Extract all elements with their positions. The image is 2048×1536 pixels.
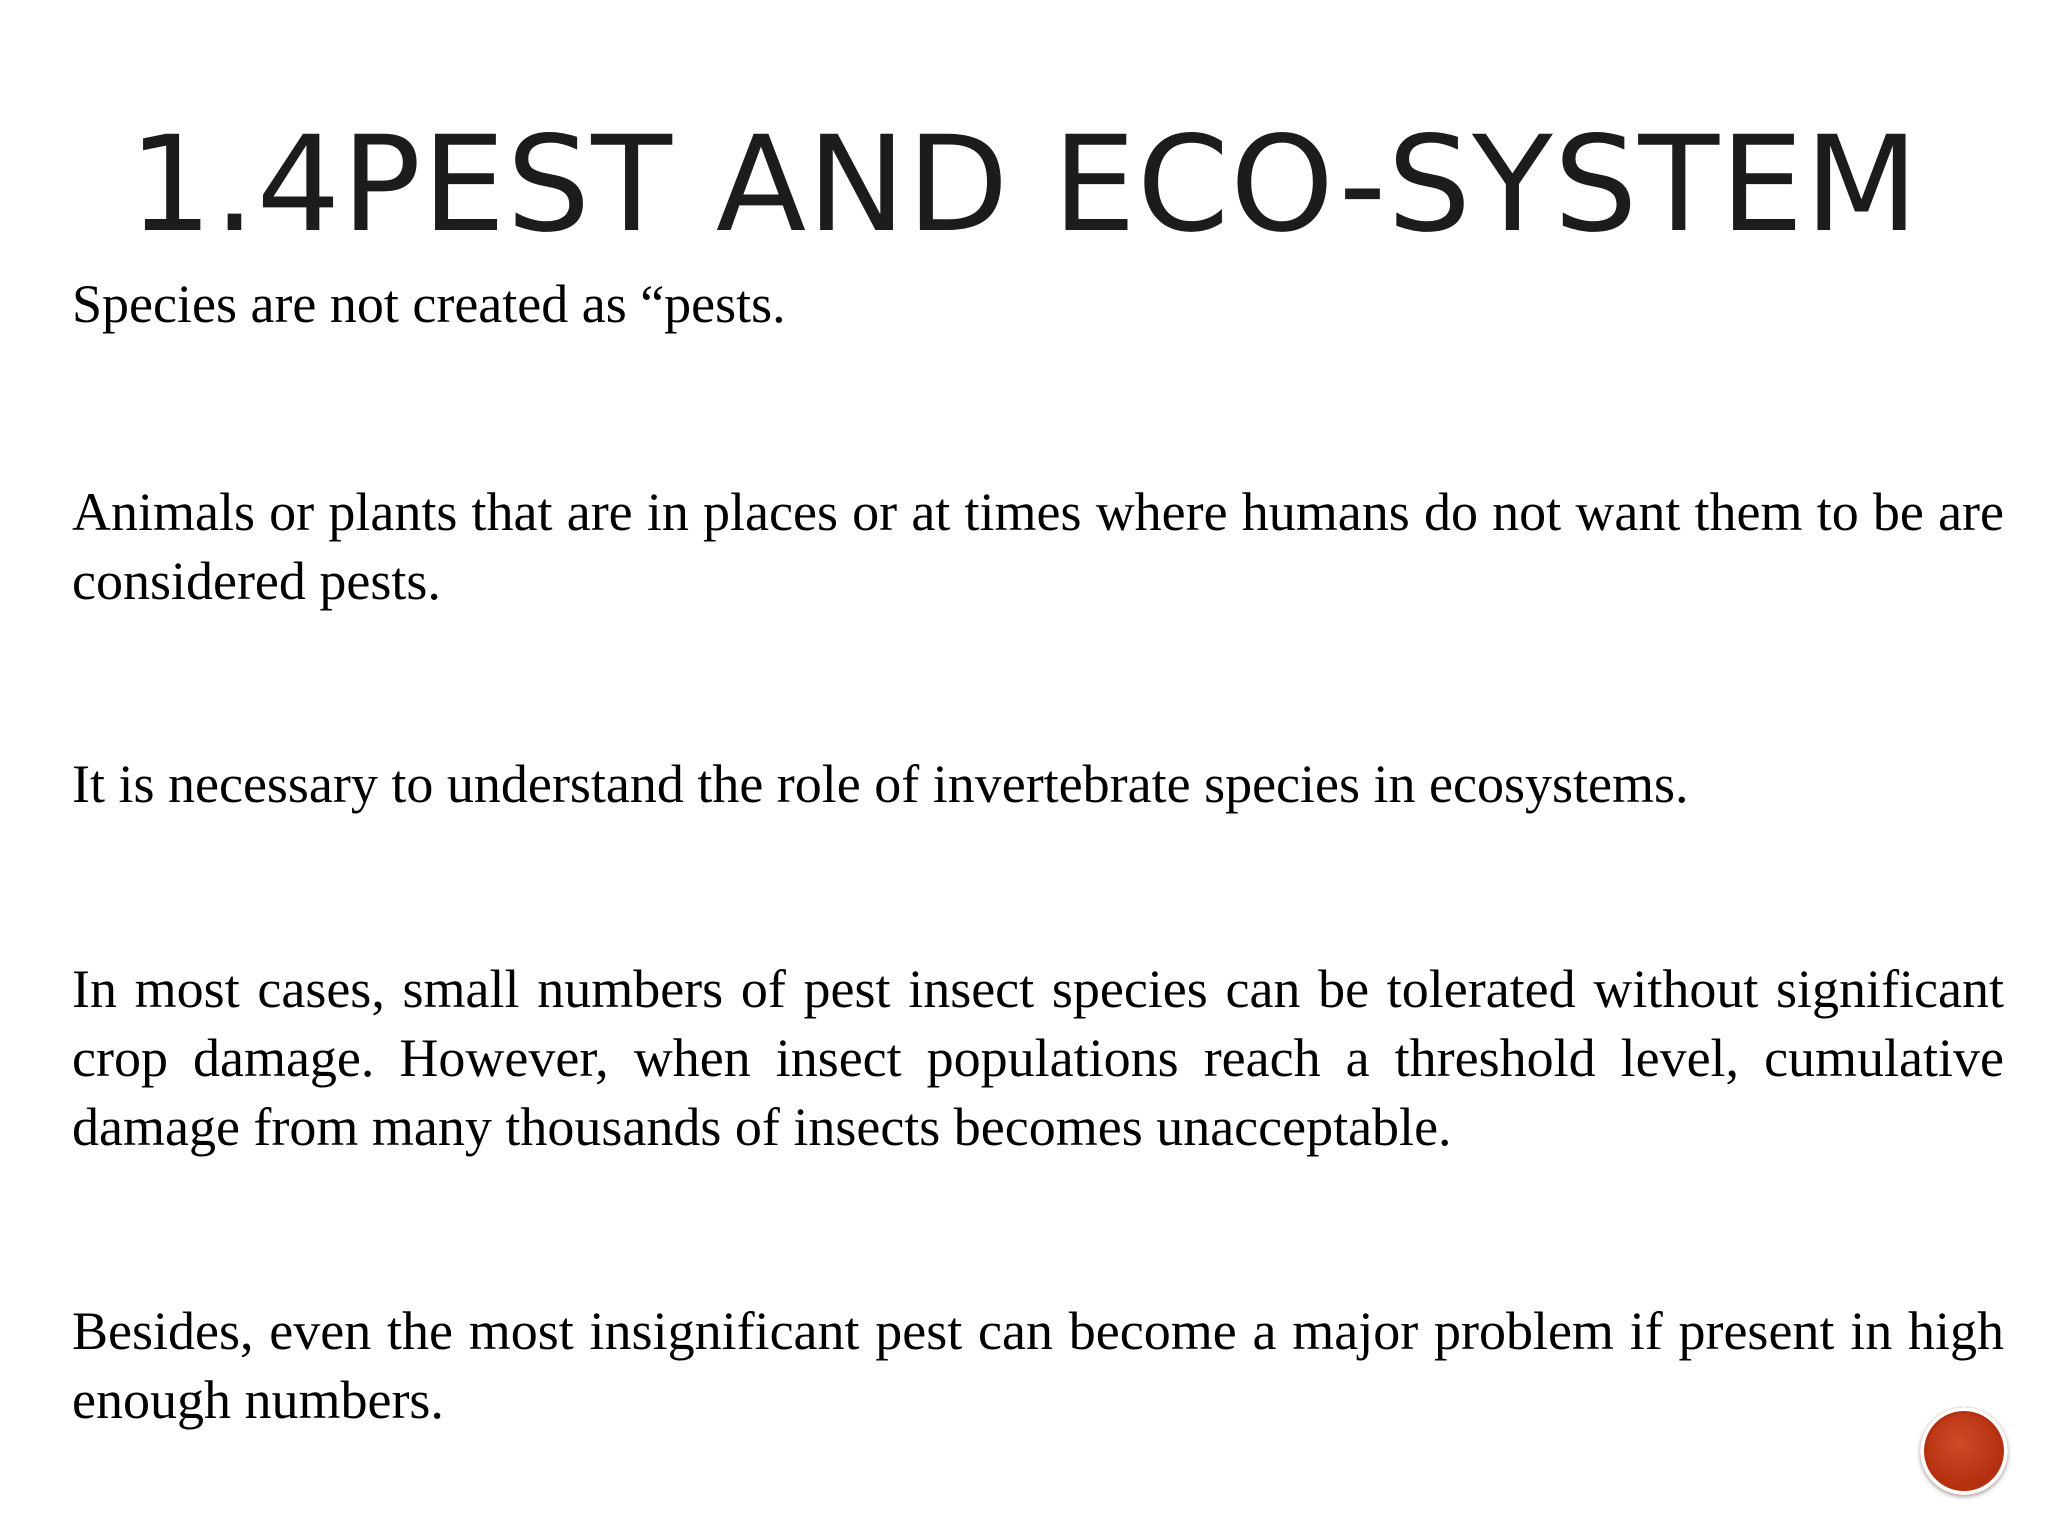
paragraph-invertebrate-role: It is necessary to understand the role of invertebrate species in ecosystems.	[72, 754, 1689, 814]
paragraph-threshold-level: In most cases, small numbers of pest insect species can be tolerated without significant crop damage. However, when insect populations reach a threshold level, cumulative damage from many thousands of insects becomes unacceptable.	[72, 959, 2004, 1157]
paragraph-species-not-pests: Species are not created as “pests.	[72, 274, 786, 334]
paragraph-insignificant-pest: Besides, even the most insignificant pest can become a major problem if present in high enough numbers.	[72, 1301, 2004, 1430]
slide-title: 1.4PEST AND ECO-SYSTEM	[128, 108, 1920, 262]
paragraph-pest-definition: Animals or plants that are in places or at times where humans do not want them to be are considered pests.	[72, 482, 2004, 611]
slide-corner-circle-icon	[1920, 1407, 2008, 1495]
